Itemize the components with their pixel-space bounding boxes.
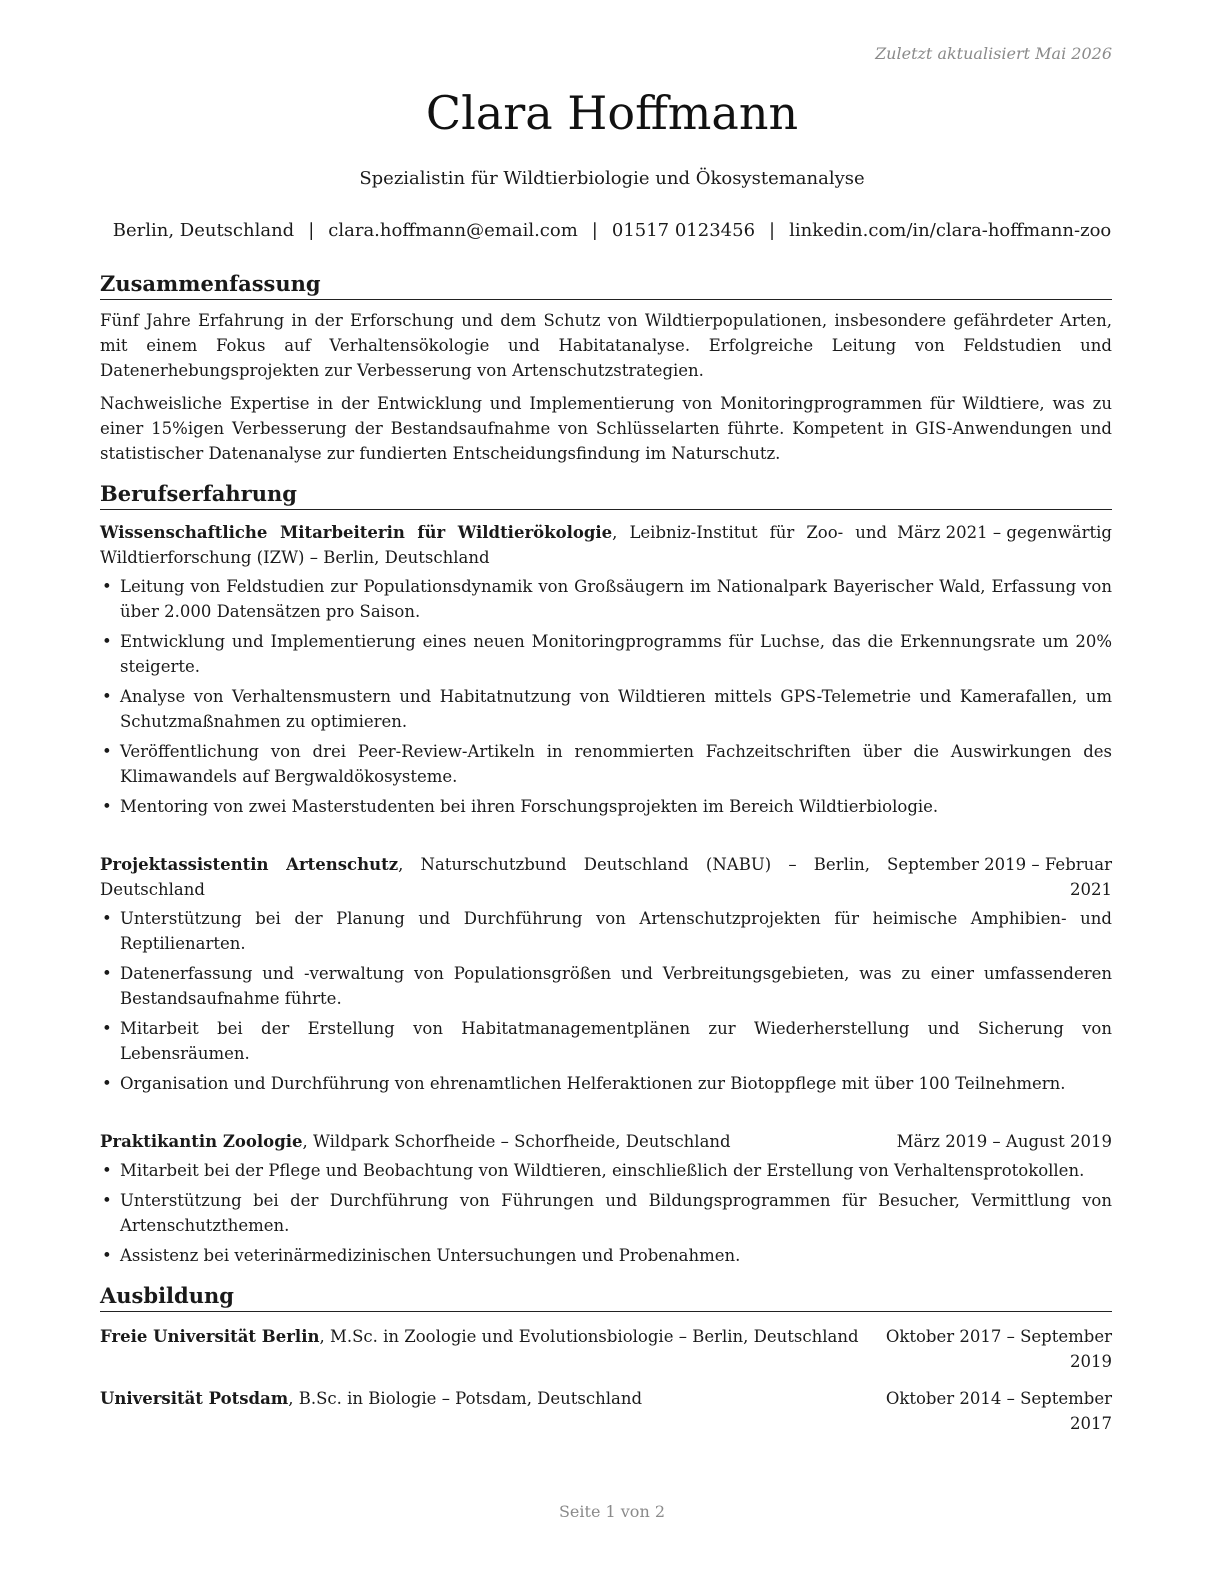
resume-content (100, 270, 1112, 1436)
job-dates: September 2019 – Februar 2021 (887, 855, 1112, 899)
last-updated-note: Zuletzt aktualisiert Mai 2026 (875, 44, 1112, 63)
education-entry (100, 1386, 1112, 1436)
education-header (100, 1324, 1112, 1374)
education-detail: , B.Sc. in Biologie – Potsdam, Deutschland (288, 1389, 643, 1408)
job-bullet: • Unterstützung bei der Planung und Durchführung von Artenschutzprojekten für heimische Amphibien- und Reptilienarten. (100, 906, 1112, 956)
job-role-org (100, 1129, 897, 1154)
education-dates: Oktober 2017 – September 2019 (885, 1327, 1112, 1371)
education-school: Freie Universität Berlin (100, 1327, 320, 1346)
job-entry (100, 1129, 1112, 1268)
contact-separator: | (308, 220, 315, 241)
candidate-name: Clara Hoffmann (425, 86, 799, 140)
summary-paragraph: Fünf Jahre Erfahrung in der Erforschung und dem Schutz von Wildtierpopulationen, insbesondere gefährdeter Arten, mit einem Fokus auf Verhaltensökologie und Habitatanalyse. Erfolgreiche Leitung von Feldstudien und Datenerhebungsprojekten zur Verbesserung von Artenschutzstrategien. (100, 311, 1112, 380)
job-bullets (100, 574, 1112, 819)
job-bullets (100, 906, 1112, 1096)
job-bullet: • Mentoring von zwei Masterstudenten bei ihren Forschungsprojekten im Bereich Wildtierbiologie. (100, 794, 1112, 819)
job-role: Projektassistentin Artenschutz (100, 855, 399, 874)
section-heading-education: Ausbildung (100, 1282, 1112, 1312)
job-role: Wissenschaftliche Mitarbeiterin für Wildtierökologie (100, 523, 613, 542)
job-role-org (100, 852, 880, 902)
contact-location: Berlin, Deutschland (112, 220, 295, 241)
job-bullet: • Unterstützung bei der Durchführung von Führungen und Bildungsprogrammen für Besucher, Vermittlung von Artenschutzthemen. (100, 1188, 1112, 1238)
job-org: , Leibniz-Institut für Zoo- und Wildtierforschung (IZW) – Berlin, Deutschland (100, 523, 888, 567)
job-org: , Naturschutzbund Deutschland (NABU) – Berlin, Deutschland (100, 855, 870, 899)
page-number: Seite 1 von 2 (558, 1502, 666, 1521)
job-bullet: • Assistenz bei veterinärmedizinischen Untersuchungen und Probenahmen. (100, 1243, 1112, 1268)
contact-phone: 01517 0123456 (611, 220, 756, 241)
job-dates: März 2021 – gegenwärtig (897, 523, 1112, 542)
contact-email[interactable]: clara.hoffmann@email.com (328, 220, 578, 241)
education-detail: , M.Sc. in Zoologie und Evolutionsbiologie – Berlin, Deutschland (319, 1327, 859, 1346)
education-school-detail (100, 1324, 880, 1374)
summary-paragraph: Nachweisliche Expertise in der Entwicklung und Implementierung von Monitoringprogrammen für Wildtiere, was zu einer 15%igen Verbesserung der Bestandsaufnahme von Schlüsselarten führte. Kompetent in GIS-Anwendungen und statistischer Datenanalyse zur fundierten Entscheidungsfindung im Naturschutz. (100, 394, 1112, 463)
education-entry (100, 1324, 1112, 1374)
education-school: Universität Potsdam (100, 1389, 289, 1408)
job-role: Praktikantin Zoologie (100, 1132, 303, 1151)
job-header (100, 852, 1112, 902)
contact-separator: | (591, 220, 598, 241)
job-bullet: • Datenerfassung und -verwaltung von Populationsgrößen und Verbreitungsgebieten, was zu einer umfassenderen Bestandsaufnahme führte. (100, 961, 1112, 1011)
job-role-org (100, 520, 897, 570)
job-org: , Wildpark Schorfheide – Schorfheide, Deutschland (302, 1132, 731, 1151)
section-heading-summary: Zusammenfassung (100, 270, 1112, 300)
job-header (100, 520, 1112, 570)
job-dates: März 2019 – August 2019 (896, 1132, 1112, 1151)
education-dates: Oktober 2014 – September 2017 (885, 1389, 1112, 1433)
job-bullet: • Veröffentlichung von drei Peer-Review-Artikeln in renommierten Fachzeitschriften über die Auswirkungen des Klimawandels auf Bergwaldökosysteme. (100, 739, 1112, 789)
job-bullet: • Mitarbeit bei der Erstellung von Habitatmanagementplänen zur Wiederherstellung und Sicherung von Lebensräumen. (100, 1016, 1112, 1066)
job-entry (100, 520, 1112, 819)
job-bullet: • Analyse von Verhaltensmustern und Habitatnutzung von Wildtieren mittels GPS-Telemetrie und Kamerafallen, um Schutzmaßnahmen zu optimieren. (100, 684, 1112, 734)
section-heading-experience: Berufserfahrung (100, 480, 1112, 510)
job-bullets (100, 1158, 1112, 1268)
job-bullet: • Entwicklung und Implementierung eines neuen Monitoringprogramms für Luchse, das die Erkennungsrate um 20% steigerte. (100, 629, 1112, 679)
education-school-detail (100, 1386, 880, 1436)
job-header (100, 1129, 1112, 1154)
job-entry (100, 852, 1112, 1096)
job-bullet: • Leitung von Feldstudien zur Populationsdynamik von Großsäugern im Nationalpark Bayerischer Wald, Erfassung von über 2.000 Datensätzen pro Saison. (100, 574, 1112, 624)
contact-separator: | (769, 220, 776, 241)
candidate-title: Spezialistin für Wildtierbiologie und Ökosystemanalyse (359, 168, 865, 189)
contact-line (0, 220, 1224, 241)
job-bullet: • Mitarbeit bei der Pflege und Beobachtung von Wildtieren, einschließlich der Erstellung von Verhaltensprotokollen. (100, 1158, 1112, 1183)
job-bullet: • Organisation und Durchführung von ehrenamtlichen Helferaktionen zur Biotoppflege mit über 100 Teilnehmern. (100, 1071, 1112, 1096)
education-header (100, 1386, 1112, 1436)
contact-linkedin[interactable]: linkedin.com/in/clara-hoffmann-zoo (789, 220, 1112, 241)
